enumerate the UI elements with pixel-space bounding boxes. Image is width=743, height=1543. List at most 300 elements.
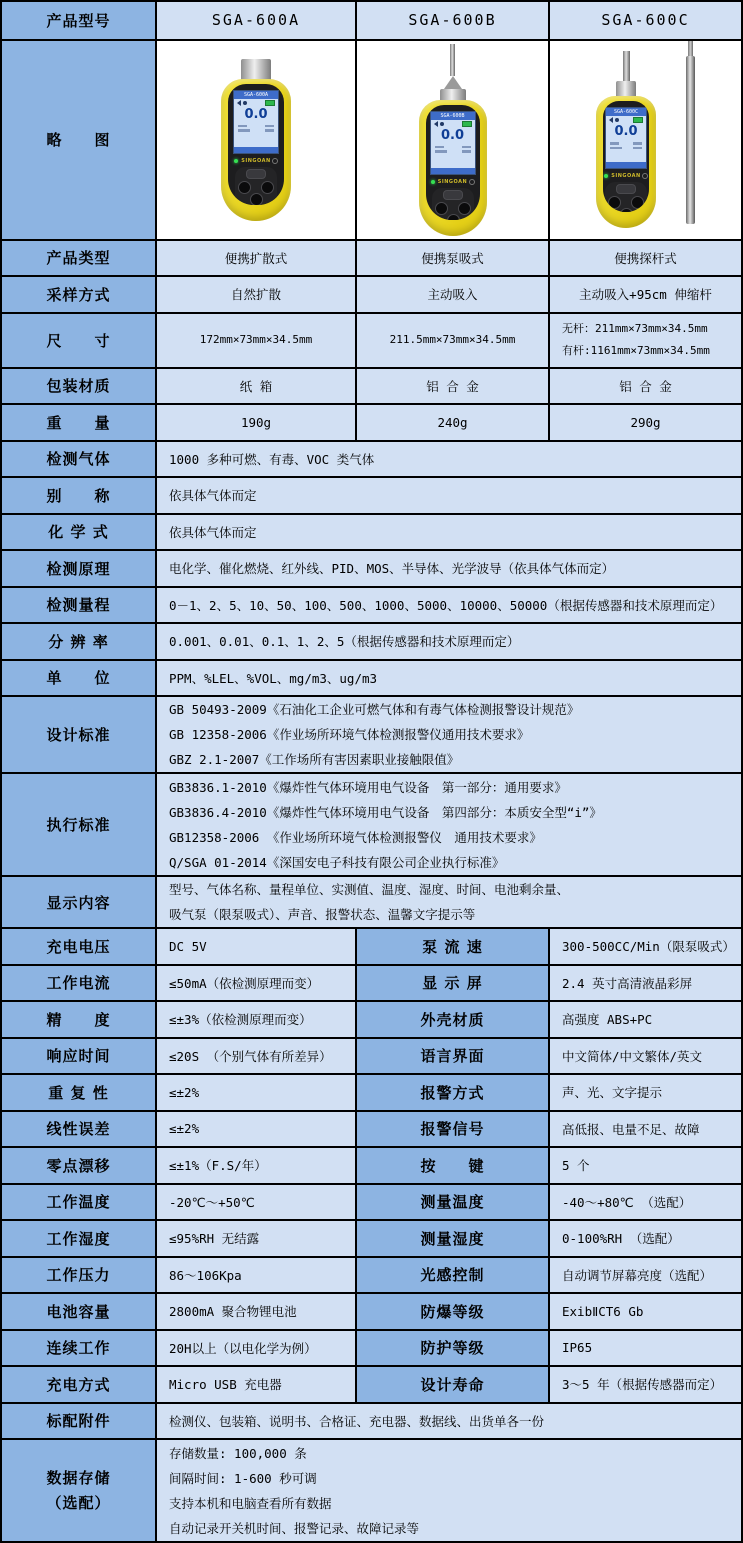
device-front-panel [426, 105, 480, 220]
value-cell [155, 1185, 355, 1220]
value-cell [548, 314, 741, 367]
value-text: -20℃～+50℃ [169, 1194, 255, 1210]
keypad [235, 167, 277, 205]
value-cell [355, 314, 548, 367]
row-label-model [2, 2, 155, 39]
device-body [596, 96, 656, 228]
label-text: 防护等级 [420, 1339, 485, 1358]
label-text: 别 称 [46, 486, 111, 505]
table-row-packaging [2, 367, 741, 404]
row-label [355, 929, 548, 964]
value-line: 无杆：211mm×73mm×34.5mm [562, 322, 708, 335]
value-line: 存储数量: 100,000 条 [169, 1445, 307, 1461]
value-text: ≤±1%（F.S/年） [169, 1158, 267, 1174]
value-text: 211.5mm×73mm×34.5mm [389, 333, 516, 346]
label-text: 线性误差 [46, 1120, 111, 1139]
value-cell [548, 1112, 741, 1147]
screen-text-placeholder [238, 129, 250, 132]
right-key [631, 196, 644, 209]
device-front-panel [228, 84, 284, 205]
value-text: 2800mA 聚合物锂电池 [169, 1304, 297, 1320]
value-text: 纸 箱 [239, 378, 273, 394]
value-cell [155, 929, 355, 964]
table-row-pair [2, 1329, 741, 1366]
row-label [2, 1404, 155, 1439]
value-cell [155, 588, 741, 623]
label-text: 按 键 [420, 1156, 485, 1175]
keypad [432, 188, 474, 220]
value-text: ≤50mA（依检测原理而变） [169, 975, 320, 991]
row-label [2, 314, 155, 367]
power-led [234, 159, 238, 163]
table-row-resolution [2, 622, 741, 659]
power-icon [469, 179, 475, 185]
value-text: 自然扩散 [230, 287, 281, 303]
value-text: Micro USB 充电器 [169, 1377, 282, 1393]
value-cell [548, 1331, 741, 1366]
value-text: 86～106Kpa [169, 1267, 242, 1283]
right-key [261, 181, 274, 194]
value-text: 0-100%RH （选配） [562, 1231, 680, 1247]
table-row-gases [2, 440, 741, 477]
table-row-pair [2, 927, 741, 964]
screen-text-placeholder [265, 125, 274, 128]
label-text: 响应时间 [46, 1047, 111, 1066]
row-label [2, 551, 155, 586]
label-text: 充电方式 [46, 1375, 111, 1394]
value-cell [155, 1404, 741, 1439]
value-cell [155, 877, 741, 927]
value-line: GB12358-2006 《作业场所环境气体检测报警仪 通用技术要求》 [169, 829, 542, 845]
keypad [605, 182, 647, 212]
value-text: 3～5 年（根据传感器而定） [562, 1377, 723, 1393]
table-row-pair [2, 1365, 741, 1402]
screen-text-placeholder [435, 150, 447, 153]
row-label [2, 1039, 155, 1074]
value-cell [155, 551, 741, 586]
value-cell [155, 697, 741, 772]
row-label [355, 1148, 548, 1183]
value-cell [548, 1367, 741, 1402]
right-key [458, 202, 471, 215]
label-text: 包装材质 [46, 377, 111, 396]
value-cell [155, 1075, 355, 1110]
product-photo-sga-600a [157, 41, 355, 239]
fan-icon [615, 118, 619, 122]
screen-data-row [431, 150, 475, 153]
value-cell [155, 1258, 355, 1293]
screen-datetime-bar [431, 168, 475, 174]
value-cell [548, 929, 741, 964]
label-text: 尺 寸 [46, 331, 111, 350]
value-cell [355, 277, 548, 312]
value-cell [155, 314, 355, 367]
value-text: IP65 [562, 1340, 593, 1356]
value-text: ≤±3%（依检测原理而变） [169, 1012, 312, 1028]
label-text: 工作电流 [46, 974, 111, 993]
row-label [2, 277, 155, 312]
screen-text-placeholder [462, 146, 471, 149]
label-text: 电池容量 [46, 1302, 111, 1321]
label-text: 重 复 性 [48, 1083, 109, 1102]
value-cell [548, 1185, 741, 1220]
value-line: GB 12358-2006《作业场所环境气体检测报警仪通用技术要求》 [169, 727, 530, 742]
label-text: 标配附件 [46, 1412, 111, 1431]
screen-text-placeholder [462, 150, 471, 153]
table-row-pair [2, 1110, 741, 1147]
row-label [2, 515, 155, 550]
value-cell [155, 966, 355, 1001]
model-text: SGA-600B [408, 11, 497, 30]
screen-text-placeholder [238, 125, 247, 128]
label-text: 执行标准 [46, 816, 111, 834]
speaker-icon [237, 100, 241, 106]
label-text: 防爆等级 [420, 1302, 485, 1321]
value-cell [548, 1221, 741, 1256]
brand-label: SINGOAN [611, 173, 641, 179]
value-cell [155, 1440, 741, 1541]
value-line: 吸气泵（限泵吸式）、声音、报警状态、温馨文字提示等 [169, 907, 476, 922]
value-text: ExibⅡCT6 Gb [562, 1303, 644, 1319]
screen-reading: 0.0 [244, 106, 268, 122]
label-text: 语言界面 [420, 1047, 485, 1066]
telescopic-rod [686, 56, 695, 224]
row-label [2, 1367, 155, 1402]
photo-cell-sga-600a [155, 41, 355, 239]
row-label [2, 774, 155, 875]
value-text: 0－1、2、5、10、50、100、500、1000、5000、10000、50000（根据传感器和技术原理而定） [169, 597, 723, 613]
value-line: Q/SGA 01-2014《深国安电子科技有限公司企业执行标准》 [169, 854, 505, 870]
row-label [2, 1112, 155, 1147]
table-row-pair [2, 1073, 741, 1110]
value-line: 自动记录开关机时间、报警记录、故障记录等 [169, 1520, 420, 1536]
row-label [2, 1002, 155, 1037]
sensor-inlet-tube [623, 51, 630, 81]
screen-text-placeholder [265, 129, 274, 132]
screen-text-placeholder [610, 142, 619, 145]
label-text: 报警方式 [420, 1083, 485, 1102]
label-text: 单 位 [46, 669, 111, 688]
value-cell [155, 369, 355, 404]
value-cell [155, 1112, 355, 1147]
table-row-principle [2, 549, 741, 586]
value-cell [155, 1221, 355, 1256]
value-text: ≤95%RH 无结露 [169, 1231, 260, 1247]
speaker-icon [609, 117, 613, 123]
value-line: GB 50493-2009《石油化工企业可燃气体和有毒气体检测报警设计规范》 [169, 702, 580, 717]
screen-data-row [606, 147, 646, 150]
screen-data-row [234, 125, 278, 128]
speaker-icon [434, 121, 438, 127]
sensor-inlet-cap [241, 59, 271, 81]
value-cell [155, 624, 741, 659]
power-icon [642, 173, 648, 179]
row-label [2, 1185, 155, 1220]
value-line: GB3836.1-2010《爆炸性气体环境用电气设备 第一部分：通用要求》 [169, 779, 567, 795]
product-photo-sga-600c [550, 41, 741, 239]
value-text: 1000 多种可燃、有毒、VOC 类气体 [169, 451, 375, 467]
label-text: 测量湿度 [420, 1229, 485, 1248]
screen-status-bar [431, 120, 475, 128]
value-cell [155, 661, 741, 696]
label-text: 分 辨 率 [48, 632, 109, 651]
value-cell [155, 774, 741, 875]
device-screen [233, 90, 279, 154]
value-text: 声、光、文字提示 [562, 1085, 663, 1101]
value-text: 便携探杆式 [614, 250, 677, 266]
label-text: 显示内容 [46, 893, 111, 912]
row-label [355, 1221, 548, 1256]
pump-probe-rod [450, 44, 455, 76]
value-text: 190g [240, 414, 272, 430]
screen-datetime-bar [606, 162, 646, 168]
value-cell [548, 277, 741, 312]
screen-reading: 0.0 [614, 124, 638, 139]
label-text: 零点漂移 [46, 1156, 111, 1175]
value-line: GB3836.4-2010《爆炸性气体环境用电气设备 第四部分：本质安全型“i”》 [169, 804, 602, 820]
row-label [2, 1331, 155, 1366]
value-cell [548, 1002, 741, 1037]
screen-text-placeholder [633, 142, 642, 145]
table-row-pair [2, 1000, 741, 1037]
table-row-pair [2, 1183, 741, 1220]
model-name-b [355, 2, 548, 39]
row-label [2, 1294, 155, 1329]
row-label-sketch [2, 41, 155, 239]
table-row-data-storage [2, 1438, 741, 1541]
screen-title: SGA-600A [234, 91, 278, 99]
table-row-pair [2, 1292, 741, 1329]
label-line: 数据存储 [46, 1468, 111, 1487]
enter-key [620, 208, 633, 212]
row-label [355, 1002, 548, 1037]
device-body [419, 100, 487, 236]
value-text: ≤±2% [169, 1121, 200, 1137]
row-label [2, 1258, 155, 1293]
table-row-sketch [2, 39, 741, 239]
label-text: 光感控制 [420, 1266, 485, 1285]
device-front-panel [603, 101, 649, 212]
value-cell [548, 1148, 741, 1183]
value-text: 中文简体/中文繁体/英文 [562, 1048, 703, 1064]
value-text: -40～+80℃ （选配） [562, 1194, 692, 1210]
battery-icon [462, 121, 472, 127]
row-label [2, 877, 155, 927]
value-cell [548, 1039, 741, 1074]
label-line: （选配） [46, 1493, 111, 1512]
fan-icon [243, 101, 247, 105]
row-label [2, 1440, 155, 1541]
value-text: 20H以上（以电化学为例） [169, 1340, 317, 1356]
label-text: 产品类型 [46, 249, 111, 268]
table-row-units [2, 659, 741, 696]
label-text: 略 图 [46, 131, 111, 149]
value-text: 240g [437, 414, 468, 430]
row-label [2, 966, 155, 1001]
value-cell [155, 515, 741, 550]
table-row-pair [2, 1256, 741, 1293]
pump-probe-cone [444, 76, 462, 89]
row-label [2, 241, 155, 276]
table-row-execution-standards [2, 772, 741, 875]
label-text: 工作湿度 [46, 1229, 111, 1248]
value-cell [155, 1148, 355, 1183]
value-text: 172mm×73mm×34.5mm [199, 333, 313, 346]
left-key [238, 181, 251, 194]
model-name-c [548, 2, 741, 39]
model-text: SGA-600C [601, 11, 690, 30]
row-label [355, 1075, 548, 1110]
value-line: GBZ 2.1-2007《工作场所有害因素职业接触限值》 [169, 752, 460, 767]
value-cell [548, 241, 741, 276]
label-text: 精 度 [46, 1010, 111, 1029]
photo-cell-sga-600b [355, 41, 548, 239]
left-key [435, 202, 448, 215]
row-label [2, 624, 155, 659]
screen-text-placeholder [610, 147, 622, 150]
label-text: 报警信号 [420, 1120, 485, 1139]
table-row-dimensions [2, 312, 741, 367]
table-row-sampling [2, 275, 741, 312]
screen-data-row [234, 129, 278, 132]
value-text: 铝 合 金 [619, 378, 672, 394]
battery-icon [633, 117, 643, 123]
row-label [355, 1294, 548, 1329]
row-label [2, 478, 155, 513]
screen-data-row [606, 142, 646, 145]
value-text: 便携扩散式 [224, 250, 288, 266]
device-body [221, 79, 291, 221]
label-text: 设计寿命 [420, 1375, 485, 1394]
row-label [355, 1112, 548, 1147]
value-text: DC 5V [169, 938, 207, 954]
table-row-weight [2, 403, 741, 440]
value-text: 高低报、电量不足、故障 [562, 1121, 700, 1137]
label-text: 重 量 [46, 413, 111, 432]
menu-button [246, 169, 266, 179]
value-cell [155, 1002, 355, 1037]
value-cell [548, 1294, 741, 1329]
menu-button [616, 184, 636, 194]
label-text: 检测气体 [46, 450, 111, 469]
table-row-model [2, 2, 741, 39]
table-row-pair [2, 1219, 741, 1256]
table-row-design-standards [2, 695, 741, 772]
screen-text-placeholder [633, 147, 642, 150]
screen-text-placeholder [435, 146, 444, 149]
row-label [2, 1075, 155, 1110]
enter-key [447, 214, 460, 220]
value-text: 2.4 英寸高清液晶彩屏 [562, 975, 693, 991]
label-text: 检测原理 [46, 559, 111, 578]
value-line: 间隔时间: 1-600 秒可调 [169, 1470, 317, 1486]
table-row-pair [2, 1146, 741, 1183]
model-name-a [155, 2, 355, 39]
value-text: 铝 合 金 [426, 378, 479, 394]
value-text: 主动吸入 [427, 287, 478, 303]
value-text: 依具体气体而定 [169, 488, 257, 504]
value-text: 电化学、催化燃烧、红外线、PID、MOS、半导体、光学波导（依具体气体而定） [169, 561, 615, 577]
row-label [2, 1221, 155, 1256]
battery-icon [265, 100, 275, 106]
value-text: ≤±2% [169, 1084, 200, 1100]
device-screen [605, 107, 647, 169]
enter-key [250, 193, 263, 205]
value-text: PPM、%LEL、%VOL、mg/m3、ug/m3 [169, 670, 378, 686]
row-label [355, 966, 548, 1001]
screen-reading: 0.0 [440, 127, 465, 143]
screen-title: SGA-600B [431, 112, 475, 120]
table-row-display-content [2, 875, 741, 927]
value-text: 5 个 [562, 1158, 590, 1174]
table-row-formula [2, 513, 741, 550]
value-line: 型号、气体名称、量程单位、实测值、温度、湿度、时间、电池剩余量、 [169, 882, 570, 897]
value-text: 高强度 ABS+PC [562, 1012, 653, 1028]
value-text: 0.001、0.01、0.1、1、2、5（根据传感器和技术原理而定） [169, 634, 520, 650]
model-text: SGA-600A [211, 11, 301, 30]
value-cell [355, 369, 548, 404]
value-text: 依具体气体而定 [169, 524, 257, 540]
value-cell [155, 442, 741, 477]
row-label [2, 661, 155, 696]
value-line: 有杆:1161mm×73mm×34.5mm [562, 344, 710, 357]
left-key [608, 196, 621, 209]
table-row-product-type [2, 239, 741, 276]
value-cell [155, 241, 355, 276]
label-text: 显 示 屏 [422, 974, 483, 993]
value-text: 主动吸入+95cm 伸缩杆 [579, 287, 712, 303]
value-text: 自动调节屏幕亮度（选配） [562, 1267, 713, 1283]
power-led [604, 174, 608, 178]
value-cell [155, 1039, 355, 1074]
value-text: ≤20S （个别气体有所差异） [169, 1048, 332, 1064]
table-row-pair [2, 1037, 741, 1074]
value-cell [548, 1075, 741, 1110]
value-cell [155, 1331, 355, 1366]
value-cell [548, 369, 741, 404]
row-label [355, 1039, 548, 1074]
label-text: 外壳材质 [420, 1010, 485, 1029]
value-text: 检测仪、包装箱、说明书、合格证、充电器、数据线、出货单各一份 [169, 1413, 545, 1429]
value-cell [548, 966, 741, 1001]
label-text: 连续工作 [46, 1339, 111, 1358]
device-screen [430, 111, 476, 175]
value-cell [355, 405, 548, 440]
value-cell [155, 405, 355, 440]
row-label [2, 929, 155, 964]
label-text: 测量温度 [420, 1193, 485, 1212]
product-photo-sga-600b [357, 41, 548, 239]
power-led [431, 180, 435, 184]
label-text: 工作温度 [46, 1193, 111, 1212]
table-row-pair [2, 964, 741, 1001]
menu-button [443, 190, 463, 200]
label-text: 检测量程 [46, 596, 111, 615]
row-label [2, 405, 155, 440]
label-text: 化 学 式 [48, 523, 109, 542]
value-cell [155, 478, 741, 513]
value-text: 290g [630, 414, 661, 430]
row-label [2, 1148, 155, 1183]
row-label [355, 1185, 548, 1220]
power-icon [272, 158, 278, 164]
label-text: 充电电压 [46, 937, 111, 956]
label-text: 产品型号 [46, 11, 111, 30]
row-label [2, 442, 155, 477]
value-line: 支持本机和电脑查看所有数据 [169, 1495, 332, 1511]
value-cell [548, 405, 741, 440]
label-text: 采样方式 [46, 285, 111, 304]
